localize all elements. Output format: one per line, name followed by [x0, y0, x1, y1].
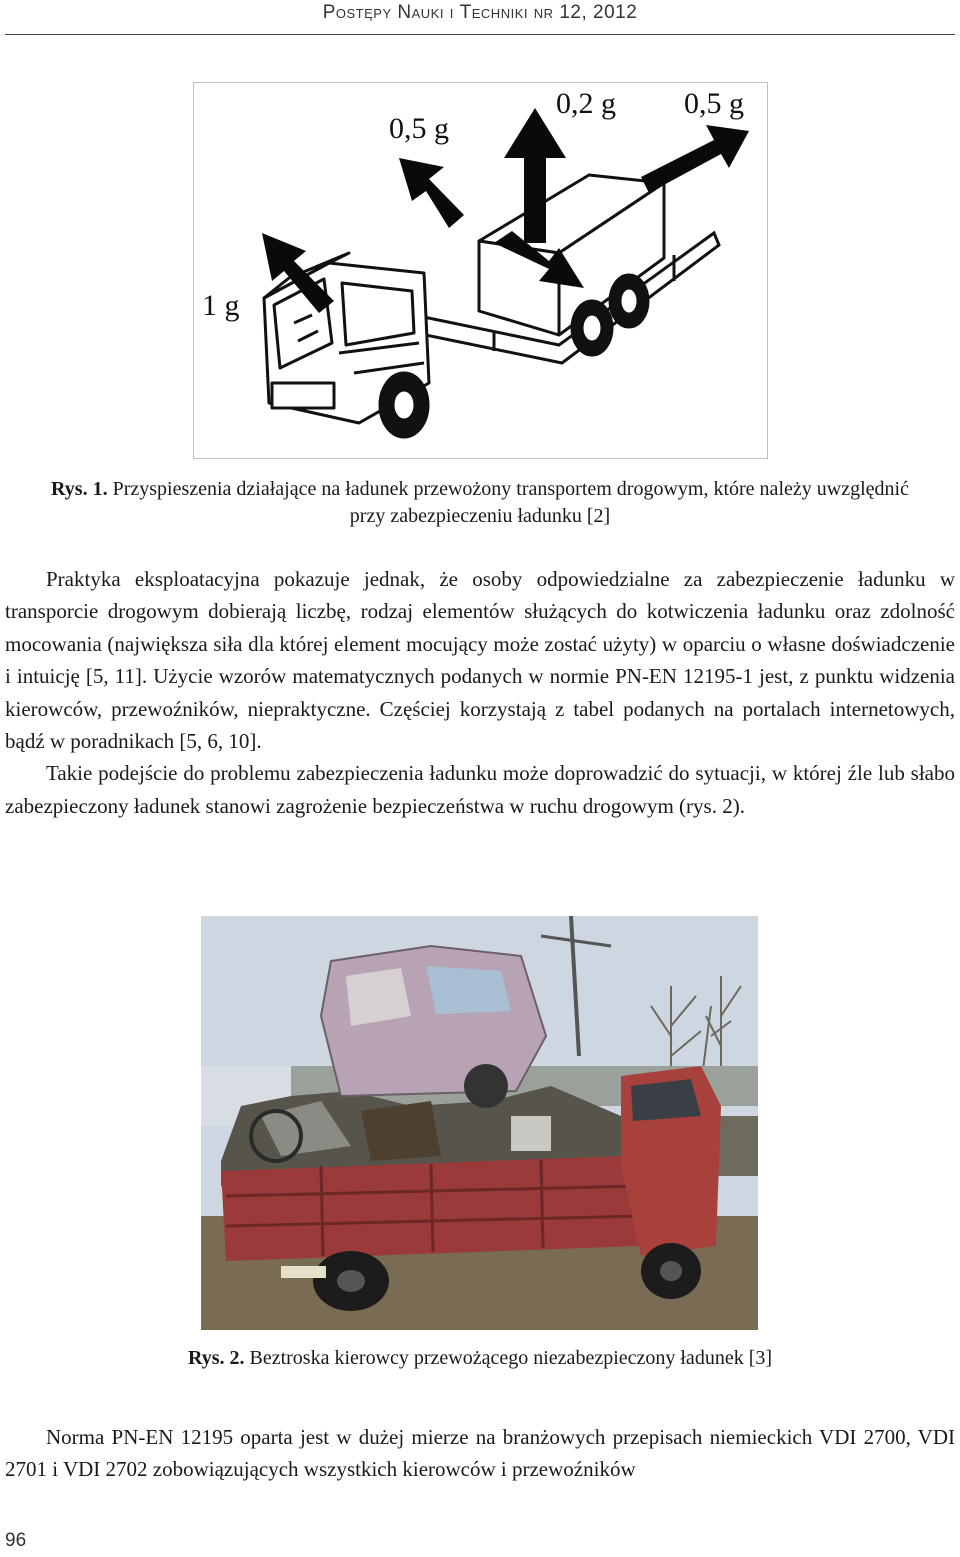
paragraph-3: Norma PN-EN 12195 oparta jest w dużej mierze na branżowych przepisach niemieckich VDI 2700, VDI 2701 i VDI 2702 zobowiązujących wszystkich kierowców i przewoźników [5, 1425, 955, 1482]
label-02g: 0,2 g [556, 87, 616, 120]
label-1g: 1 g [202, 289, 240, 322]
paragraph-2: Takie podejście do problemu zabezpieczenia ładunku może doprowadzić do sytuacji, w której źle lub słabo zabezpieczony ładunek stanowi zagrożenie bezpieczeństwa w ruchu drogowym (rys. 2). [5, 761, 955, 818]
arrow-back-left [399, 158, 464, 228]
label-05g-right: 0,5 g [684, 87, 744, 120]
figure-1-caption: Rys. 1. Przyspieszenia działające na ładunek przewożony transportem drogowym, które należy uwzględnić przy zabezpieczeniu ładunku [2] [51, 478, 909, 527]
caption-ref: Rys. 1. [51, 478, 108, 500]
arrow-back-right [641, 125, 749, 193]
header-rule [5, 34, 955, 35]
paragraph-1: Praktyka eksploatacyjna pokazuje jednak, że osoby odpowiedzialne za zabezpieczenie ładunku w transporcie drogowym dobierają liczbę, rodzaj elementów służących do kotwiczenia ładunku oraz zdolność mocowania (największa siła dla której element mocujący może zostać użyty) w oparciu o własne doświadczenie i intuicję [5, 11]. Użycie wzorów matematycznych podanych w normie PN-EN 12195-1 jest, z punktu widzenia kierowców, przewoźników, niepraktyczne. Częściej korzystają z tabel podanych na portalach internetowych, bądź w poradnikach [5, 6, 10]. [5, 567, 955, 754]
licence-plate [281, 1266, 326, 1278]
figure-1-truck-diagram [193, 82, 768, 459]
body-text [5, 563, 955, 822]
front-wheel [380, 373, 428, 437]
figure-2-photo [201, 916, 758, 1330]
figure-2-caption: Rys. 2. Beztroska kierowcy przewożącego niezabezpieczony ładunek [3] [187, 1347, 773, 1369]
body-text-2 [5, 1421, 955, 1486]
running-header: Postępy Nauki i Techniki nr 12, 2012 [322, 2, 638, 23]
page-number: 96 [5, 1530, 27, 1551]
label-05g-left: 0,5 g [389, 112, 449, 145]
caption-ref-2: Rys. 2. [187, 1347, 245, 1369]
